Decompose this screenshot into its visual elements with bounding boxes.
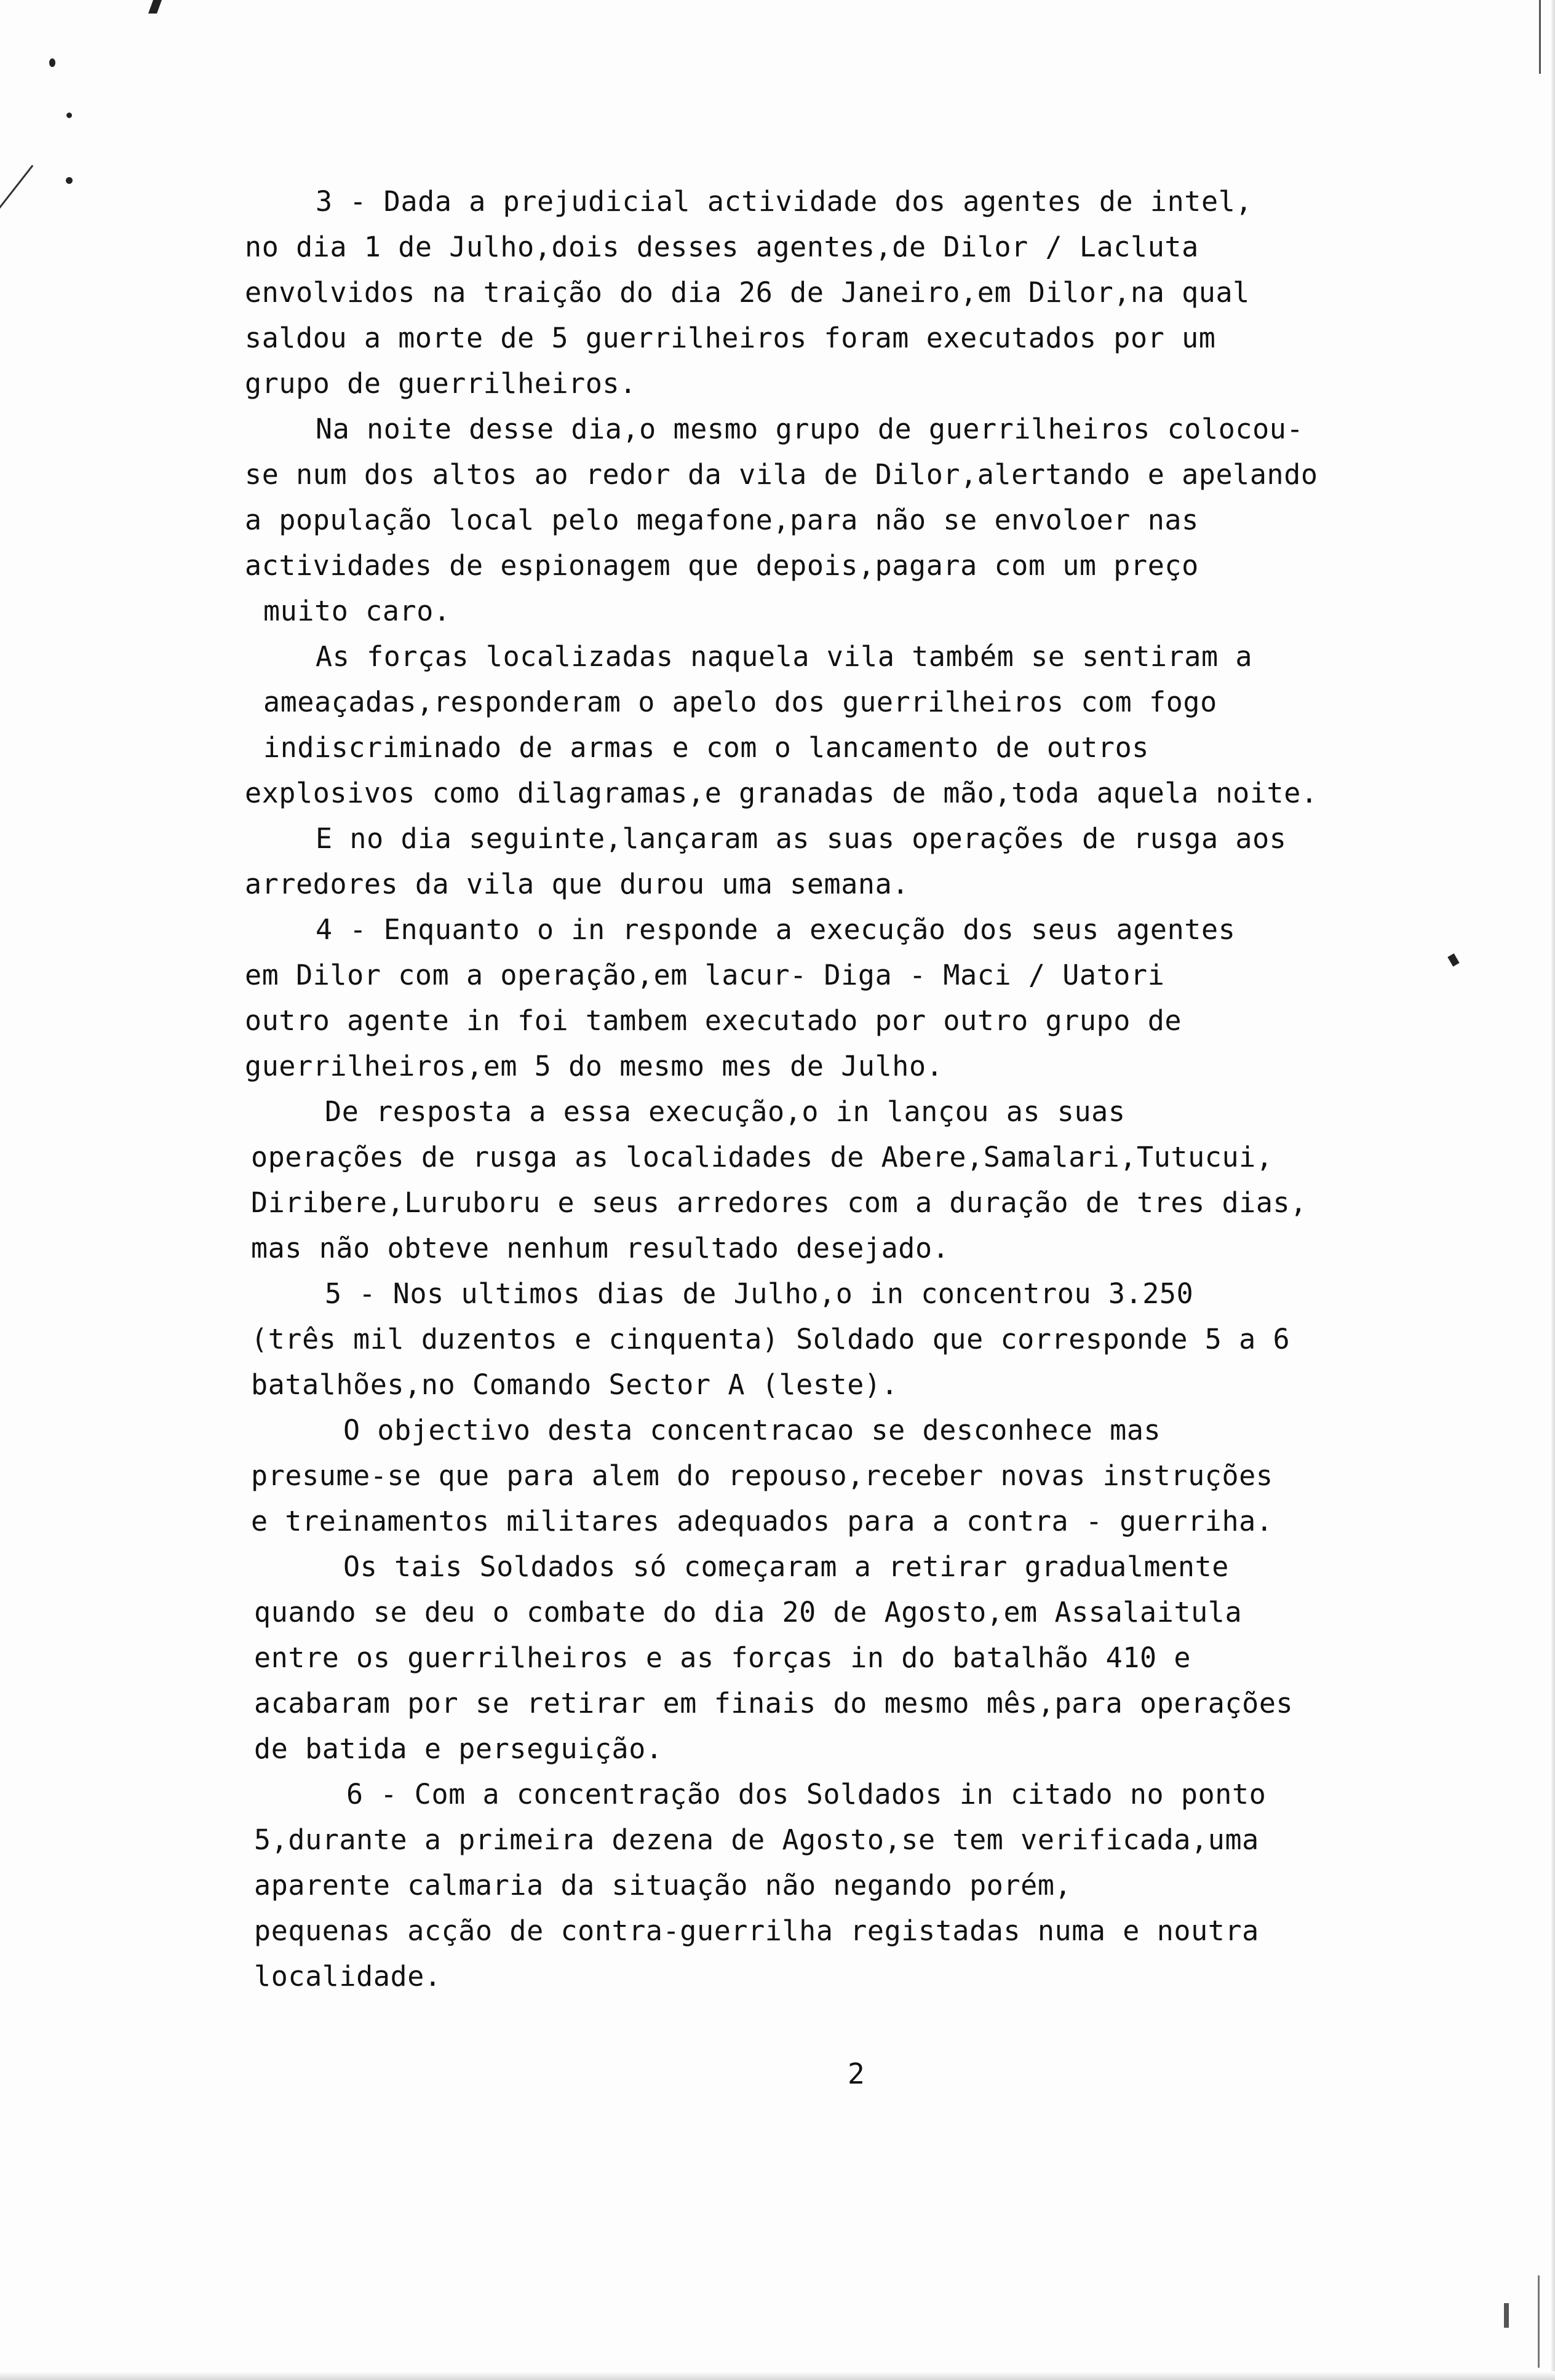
text-line: saldou a morte de 5 guerrilheiros foram executados por um: [245, 322, 1216, 354]
text-line: grupo de guerrilheiros.: [245, 367, 637, 400]
scan-speck: [49, 58, 55, 67]
text-line: localidade.: [254, 1960, 442, 1993]
text-line: Os tais Soldados só começaram a retirar gradualmente: [343, 1550, 1229, 1583]
text-line: pequenas acção de contra-guerrilha registadas numa e noutra: [254, 1914, 1259, 1947]
text-line: a população local pelo megafone,para não se envoloer nas: [245, 504, 1199, 536]
text-line: Diribere,Luruboru e seus arredores com a duração de tres dias,: [251, 1186, 1307, 1219]
text-line: 6 - Com a concentração dos Soldados in citado no ponto: [346, 1778, 1267, 1811]
text-line: 3 - Dada a prejudicial actividade dos agentes de intel,: [316, 185, 1253, 218]
text-line: outro agente in foi tambem executado por outro grupo de: [245, 1004, 1182, 1037]
text-line: muito caro.: [263, 595, 451, 627]
scan-edge-line: [1539, 0, 1541, 74]
text-line: arredores da vila que durou uma semana.: [245, 868, 909, 900]
text-line: aparente calmaria da situação não negando porém,: [254, 1869, 1072, 1902]
text-line: acabaram por se retirar em finais do mesmo mês,para operações: [254, 1687, 1294, 1720]
page-edge-shadow: [1551, 0, 1555, 2380]
text-line: presume-se que para alem do repouso,receber novas instruções: [251, 1459, 1273, 1492]
text-line: mas não obteve nenhum resultado desejado.: [251, 1232, 950, 1264]
text-line: actividades de espionagem que depois,pagara com um preço: [245, 549, 1199, 582]
text-line: Na noite desse dia,o mesmo grupo de guerrilheiros colocou-: [316, 413, 1304, 445]
text-line: operações de rusga as localidades de Abere,Samalari,Tutucui,: [251, 1141, 1273, 1173]
text-line: se num dos altos ao redor da vila de Dilor,alertando e apelando: [245, 458, 1318, 491]
text-line: De resposta a essa execução,o in lançou as suas: [325, 1095, 1126, 1128]
text-line: 5 - Nos ultimos dias de Julho,o in concentrou 3.250: [325, 1277, 1194, 1310]
text-line: 4 - Enquanto o in responde a execução dos seus agentes: [316, 913, 1236, 946]
text-line: indiscriminado de armas e com o lancamento de outros: [263, 731, 1149, 764]
text-line: O objectivo desta concentracao se desconhece mas: [343, 1414, 1161, 1446]
text-line: em Dilor com a operação,em lacur- Diga - Maci / Uatori: [245, 959, 1165, 991]
text-line: (três mil duzentos e cinquenta) Soldado que corresponde 5 a 6: [251, 1323, 1291, 1355]
text-line: ameaçadas,responderam o apelo dos guerrilheiros com fogo: [263, 686, 1217, 718]
text-line: guerrilheiros,em 5 do mesmo mes de Julho.: [245, 1050, 944, 1082]
text-line: 5,durante a primeira dezena de Agosto,se tem verificada,uma: [254, 1823, 1259, 1856]
text-line: explosivos como dilagramas,e granadas de mão,toda aquela noite.: [245, 777, 1318, 809]
text-line: e treinamentos militares adequados para a contra - guerriha.: [251, 1505, 1273, 1537]
text-line: As forças localizadas naquela vila também se sentiram a: [316, 640, 1253, 673]
text-line: batalhões,no Comando Sector A (leste).: [251, 1368, 899, 1401]
scan-edge-line: [1538, 2275, 1540, 2368]
page-number: 2: [848, 2057, 865, 2090]
scan-speck: [1504, 2303, 1509, 2328]
page-bottom-shadow: [0, 2371, 1555, 2380]
text-line: entre os guerrilheiros e as forças in do batalhão 410 e: [254, 1641, 1191, 1674]
scan-speck: [66, 177, 73, 184]
text-line: E no dia seguinte,lançaram as suas operações de rusga aos: [316, 822, 1287, 855]
text-line: quando se deu o combate do dia 20 de Agosto,em Assalaitula: [254, 1596, 1243, 1628]
text-line: de batida e perseguição.: [254, 1732, 663, 1765]
text-line: envolvidos na traição do dia 26 de Janeiro,em Dilor,na qual: [245, 276, 1250, 309]
scan-speck: [66, 113, 72, 118]
text-line: no dia 1 de Julho,dois desses agentes,de Dilor / Lacluta: [245, 231, 1199, 263]
